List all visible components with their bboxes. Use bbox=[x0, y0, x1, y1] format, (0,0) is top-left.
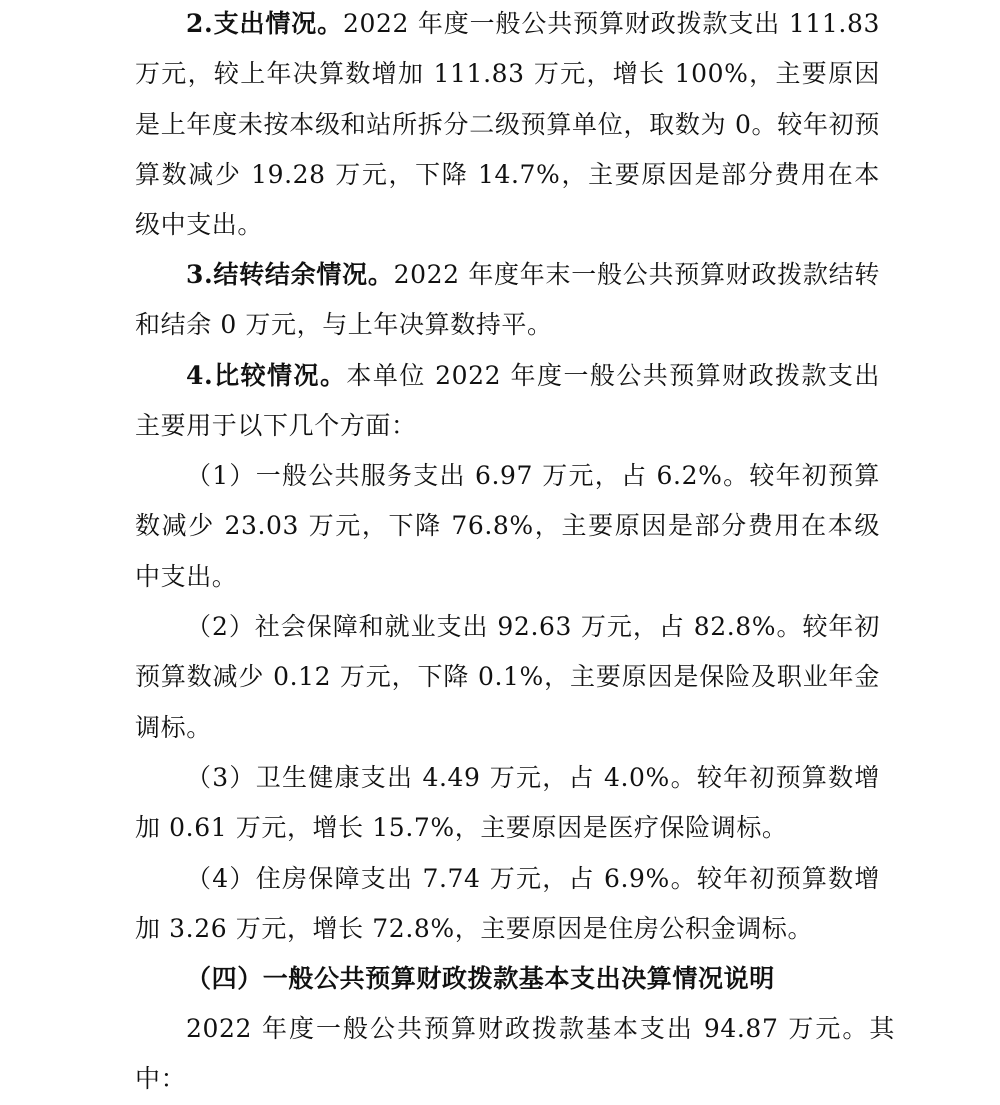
paragraph-item-4 bbox=[135, 854, 880, 955]
paragraph-lead: 4.比较情况。 bbox=[186, 361, 347, 390]
paragraph-text: 2022 年度一般公共预算财政拨款支出 111.83 万元，较上年决算数增加 111.83 万元，增长 100%，主要原因是上年度未按本级和站所拆分二级预算单位，取数为 0。较年初预算数减少 19.28 万元，下降 14.7%，主要原因是部分费用在本级中支出。 bbox=[135, 9, 880, 240]
paragraph-text: 本单位 2022 年度一般公共预算财政拨款支出主要用于以下几个方面： bbox=[135, 361, 880, 441]
paragraph-item-3 bbox=[135, 753, 880, 854]
paragraph-text: （2）社会保障和就业支出 92.63 万元，占 82.8%。较年初预算数减少 0.12 万元，下降 0.1%，主要原因是保险及职业年金调标。 bbox=[135, 612, 880, 742]
paragraph-comparison bbox=[135, 351, 880, 452]
paragraph-text: （3）卫生健康支出 4.49 万元，占 4.0%。较年初预算数增加 0.61 万元，增长 15.7%，主要原因是医疗保险调标。 bbox=[135, 763, 880, 843]
paragraph-carryover bbox=[135, 250, 880, 351]
paragraph-text: 2022 年度一般公共预算财政拨款基本支出 94.87 万元。其中： bbox=[135, 1014, 895, 1094]
paragraph-expenditure bbox=[135, 0, 880, 250]
paragraph-text: 2022 年度年末一般公共预算财政拨款结转和结余 0 万元，与上年决算数持平。 bbox=[135, 260, 880, 340]
paragraph-item-2 bbox=[135, 602, 880, 753]
paragraph-item-1 bbox=[135, 451, 880, 602]
paragraph-text: （4）住房保障支出 7.74 万元，占 6.9%。较年初预算数增加 3.26 万元，增长 72.8%，主要原因是住房公积金调标。 bbox=[135, 864, 880, 944]
paragraph-text: （1）一般公共服务支出 6.97 万元，占 6.2%。较年初预算数减少 23.03 万元，下降 76.8%，主要原因是部分费用在本级中支出。 bbox=[135, 461, 880, 591]
paragraph-lead: 2.支出情况。 bbox=[186, 9, 343, 38]
paragraph-basic-expenditure bbox=[135, 1004, 895, 1094]
section-heading bbox=[135, 954, 880, 1004]
heading-text: （四）一般公共预算财政拨款基本支出决算情况说明 bbox=[186, 964, 775, 993]
paragraph-lead: 3.结转结余情况。 bbox=[186, 260, 394, 289]
